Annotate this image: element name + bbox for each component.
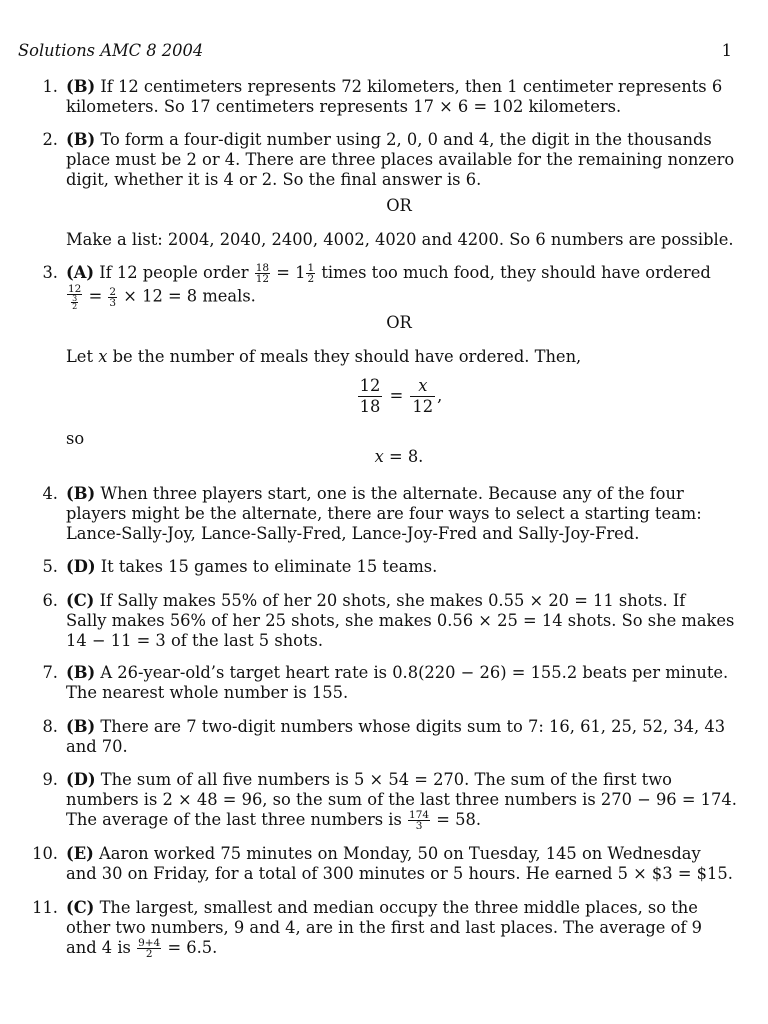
solution-6 xyxy=(42,591,735,651)
solution-line: and 70. xyxy=(66,737,128,756)
solution-line: (B) If 12 centimeters represents 72 kilometers, then 1 centimeter represents 6 xyxy=(66,77,723,96)
solution-8 xyxy=(42,717,732,757)
answer-choice: (D) xyxy=(66,557,96,576)
problem-number: 10. xyxy=(32,844,58,863)
display-equation: $\frac{12}{18}$ = $\frac{x}{12}$ , xyxy=(359,376,443,416)
answer-choice: (D) xyxy=(66,770,96,789)
alternate-solution: Let x be the number of meals they should have ordered. Then, xyxy=(66,347,582,366)
page-number: 1 xyxy=(721,41,732,60)
solution-line: players might be the alternate, there are four ways to select a starting team: xyxy=(66,504,702,523)
problem-number: 1. xyxy=(42,77,58,96)
solution-line: numbers is 2 × 48 = 96, so the sum of the last three numbers is 270 − 96 = 174. xyxy=(66,790,737,809)
fraction: $\frac{174}{3}$ xyxy=(409,809,430,832)
solution-line: The average of the last three numbers is $\frac{174}{3}$ = 58. xyxy=(66,809,481,832)
fraction: $\frac{18}{12}$ xyxy=(255,262,270,285)
solution-9 xyxy=(42,770,737,832)
answer-choice: (C) xyxy=(66,898,95,917)
solution-line: (B) There are 7 two-digit numbers whose digits sum to 7: 16, 61, 25, 52, 34, 43 xyxy=(66,717,726,736)
problem-number: 4. xyxy=(42,484,58,503)
page-header xyxy=(18,41,732,61)
solution-1 xyxy=(42,77,732,117)
problem-number: 3. xyxy=(42,263,58,282)
compound-fraction: $\frac{12}{\frac{3}{2}}$ xyxy=(68,283,82,311)
solution-line: (D) It takes 15 games to eliminate 15 teams. xyxy=(66,557,438,576)
solution-line: The nearest whole number is 155. xyxy=(66,683,349,702)
fraction: $\frac{9+4}{2}$ xyxy=(138,937,161,960)
solution-line: 14 − 11 = 3 of the last 5 shots. xyxy=(66,631,324,650)
problem-number: 11. xyxy=(32,898,58,917)
solution-7 xyxy=(42,663,732,703)
solution-line: Lance-Sally-Joy, Lance-Sally-Fred, Lance-Joy-Fred and Sally-Joy-Fred. xyxy=(66,524,640,543)
solution-3 xyxy=(42,262,732,311)
solution-line: $\frac{12}{\frac{3}{2}}$ = $\frac{2}{3}$ × 12 = 8 meals. xyxy=(68,283,256,311)
answer-choice: (B) xyxy=(66,663,96,682)
solution-line: other two numbers, 9 and 4, are in the first and last places. The average of 9 xyxy=(66,918,702,937)
solution-line: (E) Aaron worked 75 minutes on Monday, 50 on Tuesday, 145 on Wednesday xyxy=(66,844,701,863)
answer-choice: (B) xyxy=(66,484,96,503)
solution-line: kilometers. So 17 centimeters represents 17 × 6 = 102 kilometers. xyxy=(66,97,622,116)
solution-2 xyxy=(42,130,735,190)
fraction: $\frac{2}{3}$ xyxy=(109,285,117,309)
solution-line: (D) The sum of all five numbers is 5 × 54 = 270. The sum of the first two xyxy=(66,770,672,789)
solution-4 xyxy=(42,484,732,544)
alternate-solution: Make a list: 2004, 2040, 2400, 4002, 4020 and 4200. So 6 numbers are possible. xyxy=(66,230,734,249)
answer-choice: (E) xyxy=(66,844,94,863)
solution-line: place must be 2 or 4. There are three places available for the remaining nonzero xyxy=(66,150,735,169)
answer-choice: (B) xyxy=(66,77,96,96)
answer-choice: (B) xyxy=(66,130,96,149)
problem-number: 8. xyxy=(42,717,58,736)
connective-text: so xyxy=(66,429,85,448)
problem-number: 5. xyxy=(42,557,58,576)
solution-line: (A) If 12 people order $\frac{18}{12}$ = 1 $\frac{1}{2}$ times too much food, they should have ordered xyxy=(66,262,711,285)
solution-line: (B) To form a four-digit number using 2, 0, 0 and 4, the digit in the thousands xyxy=(66,130,712,149)
solution-line: and 4 is $\frac{9+4}{2}$ = 6.5. xyxy=(66,937,218,960)
answer-choice: (A) xyxy=(66,263,95,282)
solution-line: digit, whether it is 4 or 2. So the final answer is 6. xyxy=(66,170,482,189)
fraction: $\frac{1}{2}$ xyxy=(307,262,315,285)
problem-number: 9. xyxy=(42,770,58,789)
solution-line: (C) The largest, smallest and median occupy the three middle places, so the xyxy=(66,898,698,917)
solution-line: (B) A 26-year-old’s target heart rate is 0.8(220 − 26) = 155.2 beats per minute. xyxy=(66,663,729,682)
solution-5 xyxy=(42,557,732,577)
solution-line: and 30 on Friday, for a total of 300 minutes or 5 hours. He earned 5 × $3 = $15. xyxy=(66,864,733,883)
solution-line: Sally makes 56% of her 25 shots, she makes 0.56 × 25 = 14 shots. So she makes xyxy=(66,611,735,630)
document-title: Solutions AMC 8 2004 xyxy=(18,41,204,60)
problem-number: 6. xyxy=(42,591,58,610)
solution-10 xyxy=(32,844,733,884)
answer-choice: (C) xyxy=(66,591,95,610)
problem-number: 2. xyxy=(42,130,58,149)
answer-choice: (B) xyxy=(66,717,96,736)
solution-line: (B) When three players start, one is the alternate. Because any of the four xyxy=(66,484,684,503)
solution-line: (C) If Sally makes 55% of her 20 shots, she makes 0.55 × 20 = 11 shots. If xyxy=(66,591,686,610)
solution-11 xyxy=(32,898,732,960)
problem-number: 7. xyxy=(42,663,58,682)
